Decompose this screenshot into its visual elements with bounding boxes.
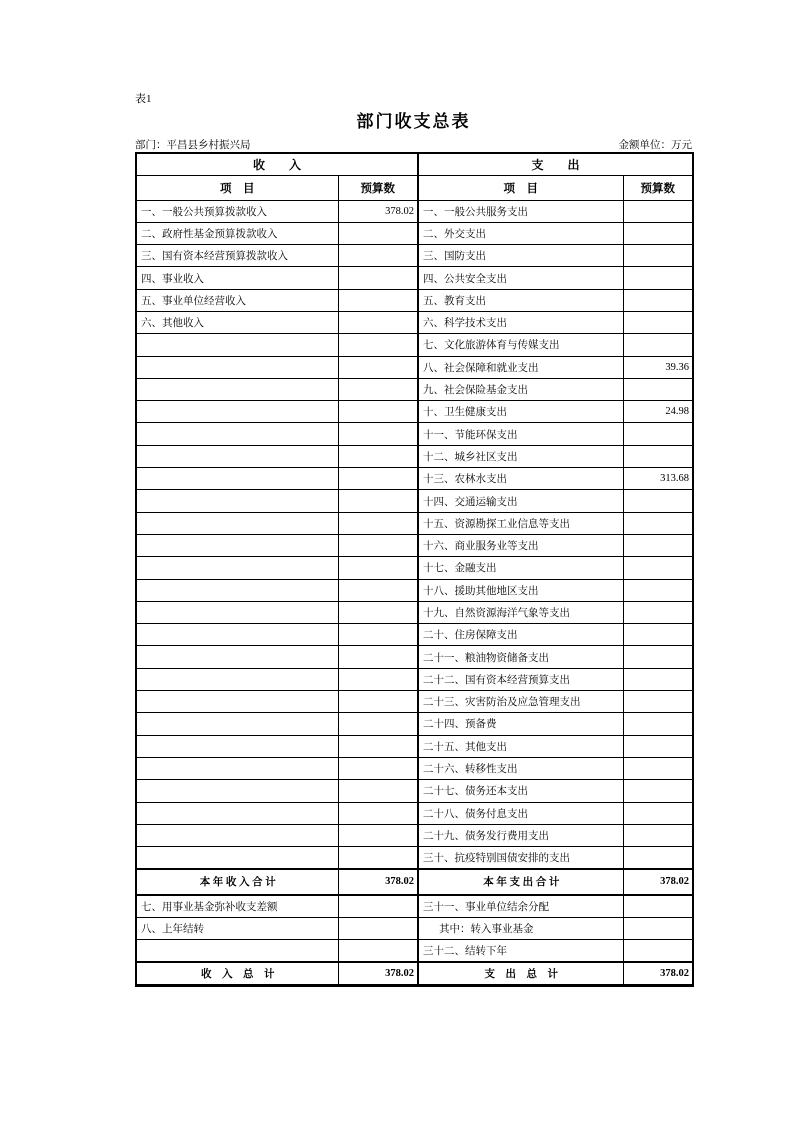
income-item-cell	[136, 757, 338, 779]
total-row	[136, 962, 693, 986]
income-item-cell	[136, 490, 338, 512]
income-item-cell	[136, 579, 338, 601]
table-row	[136, 757, 693, 779]
expense-item-cell: 十一、节能环保支出	[418, 423, 623, 445]
expense-value-cell	[623, 222, 693, 244]
expense-item-cell: 十五、资源勘探工业信息等支出	[418, 512, 623, 534]
expense-value-cell	[623, 423, 693, 445]
income-value-cell	[338, 534, 418, 556]
expense-value-cell: 378.02	[623, 962, 693, 986]
expense-item-cell: 十八、援助其他地区支出	[418, 579, 623, 601]
income-item-cell	[136, 802, 338, 824]
income-item-cell	[136, 691, 338, 713]
income-section-header: 收 入	[136, 153, 418, 175]
expense-value-cell	[623, 334, 693, 356]
expense-item-cell: 三十二、结转下年	[418, 940, 623, 962]
expense-item-cell: 十二、城乡社区支出	[418, 445, 623, 467]
expense-item-cell: 三十一、事业单位结余分配	[418, 895, 623, 917]
item-column-header-left: 项 目	[136, 175, 338, 200]
expense-item-cell: 六、科学技术支出	[418, 311, 623, 333]
section-header-row	[136, 153, 693, 175]
table-row	[136, 646, 693, 668]
income-item-cell	[136, 668, 338, 690]
budget-document	[135, 92, 692, 987]
subtotal-row	[136, 869, 693, 895]
expense-value-cell	[623, 624, 693, 646]
income-value-cell	[338, 713, 418, 735]
income-value-cell	[338, 940, 418, 962]
expense-item-cell: 十六、商业服务业等支出	[418, 534, 623, 556]
expense-item-cell: 三、国防支出	[418, 245, 623, 267]
page-title: 部门收支总表	[356, 112, 471, 131]
table-row	[136, 534, 693, 556]
income-value-cell	[338, 757, 418, 779]
table-body	[136, 200, 693, 986]
income-item-cell	[136, 646, 338, 668]
income-item-cell	[136, 940, 338, 962]
expense-item-cell: 支 出 总 计	[418, 962, 623, 986]
expense-item-cell: 二十七、债务还本支出	[418, 780, 623, 802]
table-row	[136, 713, 693, 735]
table-row	[136, 401, 693, 423]
income-value-cell	[338, 490, 418, 512]
expense-item-cell: 二十五、其他支出	[418, 735, 623, 757]
expense-value-cell	[623, 378, 693, 400]
table-row	[136, 311, 693, 333]
income-item-cell	[136, 713, 338, 735]
table-row	[136, 735, 693, 757]
expense-item-cell: 七、文化旅游体育与传媒支出	[418, 334, 623, 356]
income-item-cell	[136, 423, 338, 445]
expense-value-cell	[623, 579, 693, 601]
expense-item-cell: 四、公共安全支出	[418, 267, 623, 289]
expense-value-cell	[623, 713, 693, 735]
expense-value-cell	[623, 735, 693, 757]
income-value-cell: 378.02	[338, 200, 418, 222]
expense-value-cell: 378.02	[623, 869, 693, 895]
table-row	[136, 579, 693, 601]
expense-value-cell	[623, 757, 693, 779]
income-value-cell	[338, 468, 418, 490]
income-item-cell	[136, 401, 338, 423]
expense-value-cell	[623, 512, 693, 534]
income-item-cell	[136, 445, 338, 467]
income-item-cell: 三、国有资本经营预算拨款收入	[136, 245, 338, 267]
expense-item-cell: 五、教育支出	[418, 289, 623, 311]
expense-item-cell: 十四、交通运输支出	[418, 490, 623, 512]
expense-value-cell	[623, 895, 693, 917]
expense-item-cell: 本 年 支 出 合 计	[418, 869, 623, 895]
expense-value-cell	[623, 940, 693, 962]
table-row	[136, 668, 693, 690]
income-value-cell	[338, 445, 418, 467]
table-row	[136, 601, 693, 623]
expense-value-cell	[623, 668, 693, 690]
income-item-cell: 五、事业单位经营收入	[136, 289, 338, 311]
income-item-cell	[136, 780, 338, 802]
income-item-cell	[136, 334, 338, 356]
table-row	[136, 802, 693, 824]
income-item-cell	[136, 824, 338, 846]
income-item-cell	[136, 378, 338, 400]
income-value-cell: 378.02	[338, 962, 418, 986]
income-value-cell	[338, 646, 418, 668]
budget-column-header-right: 预算数	[623, 175, 693, 200]
budget-column-header-left: 预算数	[338, 175, 418, 200]
income-item-cell	[136, 356, 338, 378]
income-value-cell	[338, 267, 418, 289]
income-item-cell	[136, 557, 338, 579]
expense-value-cell	[623, 445, 693, 467]
table-row	[136, 378, 693, 400]
income-value-cell	[338, 289, 418, 311]
table-row	[136, 423, 693, 445]
expense-value-cell	[623, 289, 693, 311]
expense-item-cell: 二十八、债务付息支出	[418, 802, 623, 824]
expense-item-cell: 二、外交支出	[418, 222, 623, 244]
income-item-cell: 一、一般公共预算拨款收入	[136, 200, 338, 222]
income-item-cell: 本 年 收 入 合 计	[136, 869, 338, 895]
table-row	[136, 917, 693, 939]
table-row	[136, 847, 693, 869]
expense-value-cell	[623, 534, 693, 556]
income-value-cell	[338, 847, 418, 869]
expense-item-cell: 二十一、粮油物资储备支出	[418, 646, 623, 668]
expense-item-cell: 其中：转入事业基金	[418, 917, 623, 939]
table-row	[136, 691, 693, 713]
income-value-cell	[338, 378, 418, 400]
income-value-cell	[338, 601, 418, 623]
expense-section-header: 支 出	[418, 153, 693, 175]
income-value-cell	[338, 735, 418, 757]
table-row	[136, 780, 693, 802]
income-item-cell	[136, 534, 338, 556]
income-item-cell	[136, 624, 338, 646]
expense-item-cell: 二十四、预备费	[418, 713, 623, 735]
expense-item-cell: 二十、住房保障支出	[418, 624, 623, 646]
expense-value-cell	[623, 802, 693, 824]
income-value-cell	[338, 802, 418, 824]
expense-value-cell	[623, 847, 693, 869]
income-item-cell: 四、事业收入	[136, 267, 338, 289]
expense-item-cell: 二十三、灾害防治及应急管理支出	[418, 691, 623, 713]
table-row	[136, 356, 693, 378]
income-item-cell: 六、其他收入	[136, 311, 338, 333]
income-item-cell	[136, 601, 338, 623]
expense-item-cell: 八、社会保障和就业支出	[418, 356, 623, 378]
expense-value-cell: 313.68	[623, 468, 693, 490]
expense-item-cell: 一、一般公共服务支出	[418, 200, 623, 222]
income-value-cell	[338, 356, 418, 378]
income-value-cell	[338, 668, 418, 690]
expense-item-cell: 十七、金融支出	[418, 557, 623, 579]
income-value-cell	[338, 423, 418, 445]
income-value-cell	[338, 624, 418, 646]
income-value-cell	[338, 222, 418, 244]
expense-value-cell	[623, 490, 693, 512]
table-row	[136, 267, 693, 289]
expense-item-cell: 二十六、转移性支出	[418, 757, 623, 779]
income-value-cell	[338, 512, 418, 534]
income-value-cell	[338, 895, 418, 917]
table-row	[136, 490, 693, 512]
income-item-cell	[136, 847, 338, 869]
expense-item-cell: 十、卫生健康支出	[418, 401, 623, 423]
income-value-cell	[338, 245, 418, 267]
meta-row	[135, 138, 692, 152]
income-item-cell: 二、政府性基金预算拨款收入	[136, 222, 338, 244]
table-row	[136, 245, 693, 267]
sheet-label: 表1	[135, 93, 152, 105]
income-value-cell	[338, 691, 418, 713]
table-row	[136, 940, 693, 962]
income-value-cell	[338, 557, 418, 579]
income-item-cell: 收 入 总 计	[136, 962, 338, 986]
income-value-cell	[338, 401, 418, 423]
table-row	[136, 289, 693, 311]
expense-item-cell: 二十九、债务发行费用支出	[418, 824, 623, 846]
expense-item-cell: 三十、抗疫特别国债安排的支出	[418, 847, 623, 869]
income-value-cell	[338, 917, 418, 939]
expense-value-cell	[623, 245, 693, 267]
income-value-cell	[338, 334, 418, 356]
table-row	[136, 512, 693, 534]
expense-value-cell	[623, 267, 693, 289]
expense-value-cell	[623, 557, 693, 579]
table-row	[136, 468, 693, 490]
table-row	[136, 895, 693, 917]
table-row	[136, 222, 693, 244]
income-value-cell	[338, 311, 418, 333]
expense-value-cell	[623, 691, 693, 713]
expense-item-cell: 十三、农林水支出	[418, 468, 623, 490]
table-row	[136, 624, 693, 646]
income-value-cell	[338, 780, 418, 802]
table-row	[136, 824, 693, 846]
income-value-cell	[338, 579, 418, 601]
expense-value-cell	[623, 917, 693, 939]
table-row	[136, 445, 693, 467]
income-item-cell	[136, 468, 338, 490]
expense-value-cell	[623, 646, 693, 668]
table-row	[136, 334, 693, 356]
expense-item-cell: 九、社会保险基金支出	[418, 378, 623, 400]
department-label: 部门：平昌县乡村振兴局	[135, 140, 251, 151]
expense-value-cell	[623, 780, 693, 802]
expense-value-cell	[623, 601, 693, 623]
expense-value-cell	[623, 200, 693, 222]
income-value-cell: 378.02	[338, 869, 418, 895]
income-value-cell	[338, 824, 418, 846]
expense-value-cell: 24.98	[623, 401, 693, 423]
expense-item-cell: 十九、自然资源海洋气象等支出	[418, 601, 623, 623]
budget-table	[135, 152, 694, 987]
table-row	[136, 557, 693, 579]
expense-value-cell	[623, 311, 693, 333]
column-header-row	[136, 175, 693, 200]
table-row	[136, 200, 693, 222]
expense-value-cell: 39.36	[623, 356, 693, 378]
income-item-cell: 七、用事业基金弥补收支差额	[136, 895, 338, 917]
income-item-cell	[136, 512, 338, 534]
income-item-cell	[136, 735, 338, 757]
income-item-cell: 八、上年结转	[136, 917, 338, 939]
item-column-header-right: 项 目	[418, 175, 623, 200]
expense-item-cell: 二十二、国有资本经营预算支出	[418, 668, 623, 690]
unit-label: 金额单位：万元	[618, 140, 692, 151]
expense-value-cell	[623, 824, 693, 846]
